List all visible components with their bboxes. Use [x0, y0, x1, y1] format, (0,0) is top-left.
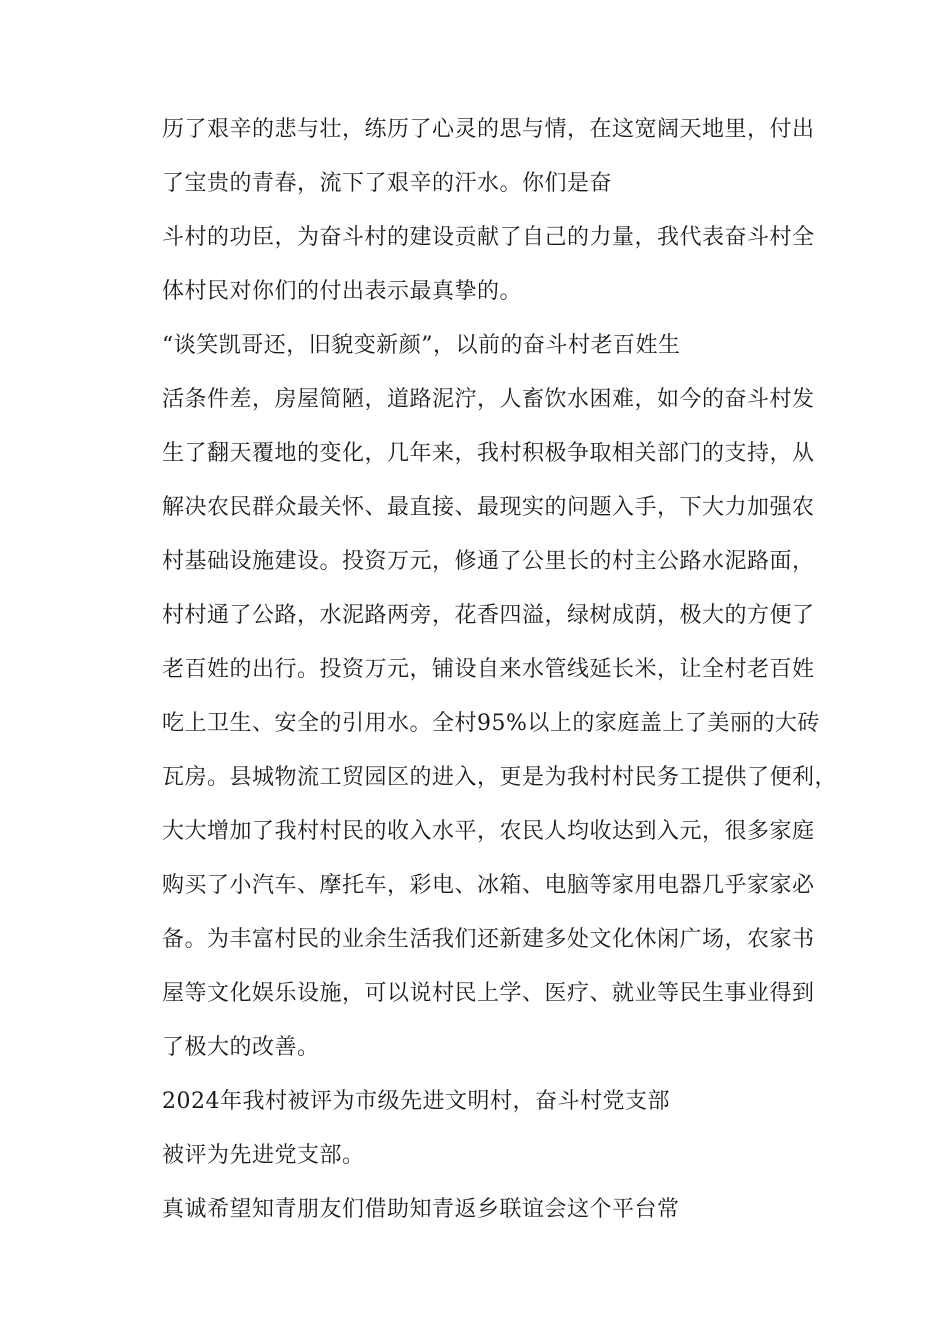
text-line: 了宝贵的青春，流下了艰辛的汗水。你们是奋: [162, 171, 613, 196]
text-line: 屋等文化娱乐设施，可以说村民上学、医疗、就业等民生事业得到: [162, 981, 815, 1006]
text-line: 2024年我村被评为市级先进文明村，奋斗村党支部: [162, 1089, 670, 1114]
text-line: “谈笑凯哥还，旧貌变新颜”，以前的奋斗村老百姓生: [162, 333, 681, 358]
text-line: 村村通了公路，水泥路两旁，花香四溢，绿树成荫，极大的方便了: [162, 603, 815, 628]
text-line: 被评为先进党支部。: [162, 1143, 365, 1168]
text-line: 斗村的功臣，为奋斗村的建设贡献了自己的力量，我代表奋斗村全: [162, 225, 815, 250]
text-line: 老百姓的出行。投资万元，铺设自来水管线延长米，让全村老百姓: [162, 657, 815, 682]
text-line: 历了艰辛的悲与壮，练历了心灵的思与情，在这宽阔天地里，付出: [162, 117, 815, 142]
text-line: 大大增加了我村村民的收入水平，农民人均收达到入元，很多家庭: [162, 819, 815, 844]
text-line: 体村民对你们的付出表示最真挚的。: [162, 279, 523, 304]
text-line: 生了翻天覆地的变化，几年来，我村积极争取相关部门的支持，从: [162, 441, 815, 466]
text-line: 购买了小汽车、摩托车，彩电、冰箱、电脑等家用电器几乎家家必: [162, 873, 815, 898]
text-line: 瓦房。县城物流工贸园区的进入，更是为我村村民务工提供了便利，: [162, 765, 838, 790]
text-line: 解决农民群众最关怀、最直接、最现实的问题入手，下大力加强农: [162, 495, 815, 520]
text-line: 村基础设施建设。投资万元，修通了公里长的村主公路水泥路面，: [162, 549, 815, 574]
text-line: 了极大的改善。: [162, 1035, 320, 1060]
text-line: 活条件差，房屋简陋，道路泥泞，人畜饮水困难，如今的奋斗村发: [162, 387, 815, 412]
text-line: 吃上卫生、安全的引用水。全村95%以上的家庭盖上了美丽的大砖: [162, 711, 820, 736]
text-line: 真诚希望知青朋友们借助知青返乡联谊会这个平台常: [162, 1197, 680, 1222]
text-line: 备。为丰富村民的业余生活我们还新建多处文化休闲广场，农家书: [162, 927, 815, 952]
